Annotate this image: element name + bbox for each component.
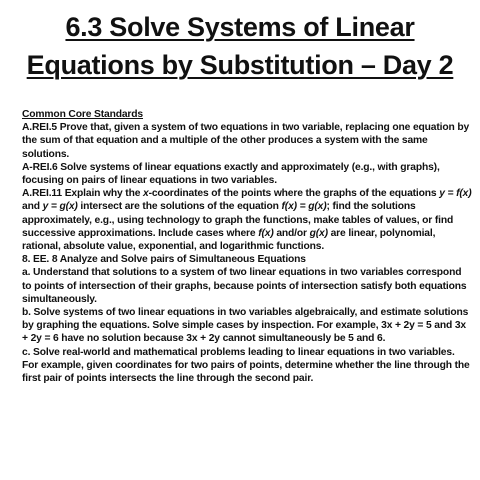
rei11-eq2: y = g(x) xyxy=(42,201,78,213)
rei11-eq1: y = f(x) xyxy=(439,188,472,200)
title-line-2: Equations by Substitution – Day 2 xyxy=(26,50,454,80)
rei11-x: x xyxy=(143,188,149,200)
rei11-text-7: are linear, polynomial, rational, absolute value, exponential, and logarithmic functions. xyxy=(22,227,436,253)
standard-ee8c: c. Solve real-world and mathematical problems leading to linear equations in two variables. For example, given coordinates for two pairs of points, determine whether the line through the first pair of points intersects the line through the second pair. xyxy=(22,346,470,385)
rei11-text-3: and xyxy=(22,201,43,213)
rei11-eq3: f(x) = g(x) xyxy=(281,201,327,213)
rei11-gx: g(x) xyxy=(309,227,328,239)
rei11-fx: f(x) xyxy=(258,227,274,239)
rei11-text-6: and/or xyxy=(273,227,310,239)
rei11-text-4: intersect are the solutions of the equation xyxy=(77,201,282,213)
page-title xyxy=(0,8,480,84)
standard-ee8: 8. EE. 8 Analyze and Solve pairs of Simultaneous Equations xyxy=(22,254,306,266)
standard-ee8a: a. Understand that solutions to a system of two linear equations in two variables correspond to points of intersection of their graphs, because points of intersection satisfy both equations simultaneously. xyxy=(22,267,467,305)
standard-rei6: A-REI.6 Solve systems of linear equations exactly and approximately (e.g., with graphs), focusing on pairs of linear equations in two variables. xyxy=(22,161,440,187)
standards-heading: Common Core Standards xyxy=(22,109,144,120)
standards-text xyxy=(22,108,472,385)
rei11-text-1: A.REI.11 Explain why the xyxy=(22,188,143,200)
rei11-text-2: -coordinates of the points where the graphs of the equations xyxy=(148,188,440,200)
standard-rei5: A.REI.5 Prove that, given a system of two equations in two variable, replacing one equation by the sum of that equation and a multiple of the other produces a system with the same solutions. xyxy=(22,122,470,160)
standard-rei11 xyxy=(22,187,472,253)
standard-ee8b: b. Solve systems of two linear equations in two variables algebraically, and estimate solutions by graphing the equations. Solve simple cases by inspection. For example, 3x + 2y = 5 and 3x + 2y = 6 have no solution because 3x + 2y cannot simultaneously be 5 and 6. xyxy=(22,307,469,345)
rei11-text-5: ; find the solutions approximately, e.g., using technology to graph the functions, make tables of values, or find successive approximations. Include cases where xyxy=(22,201,454,239)
title-line-1: 6.3 Solve Systems of Linear xyxy=(65,12,415,42)
